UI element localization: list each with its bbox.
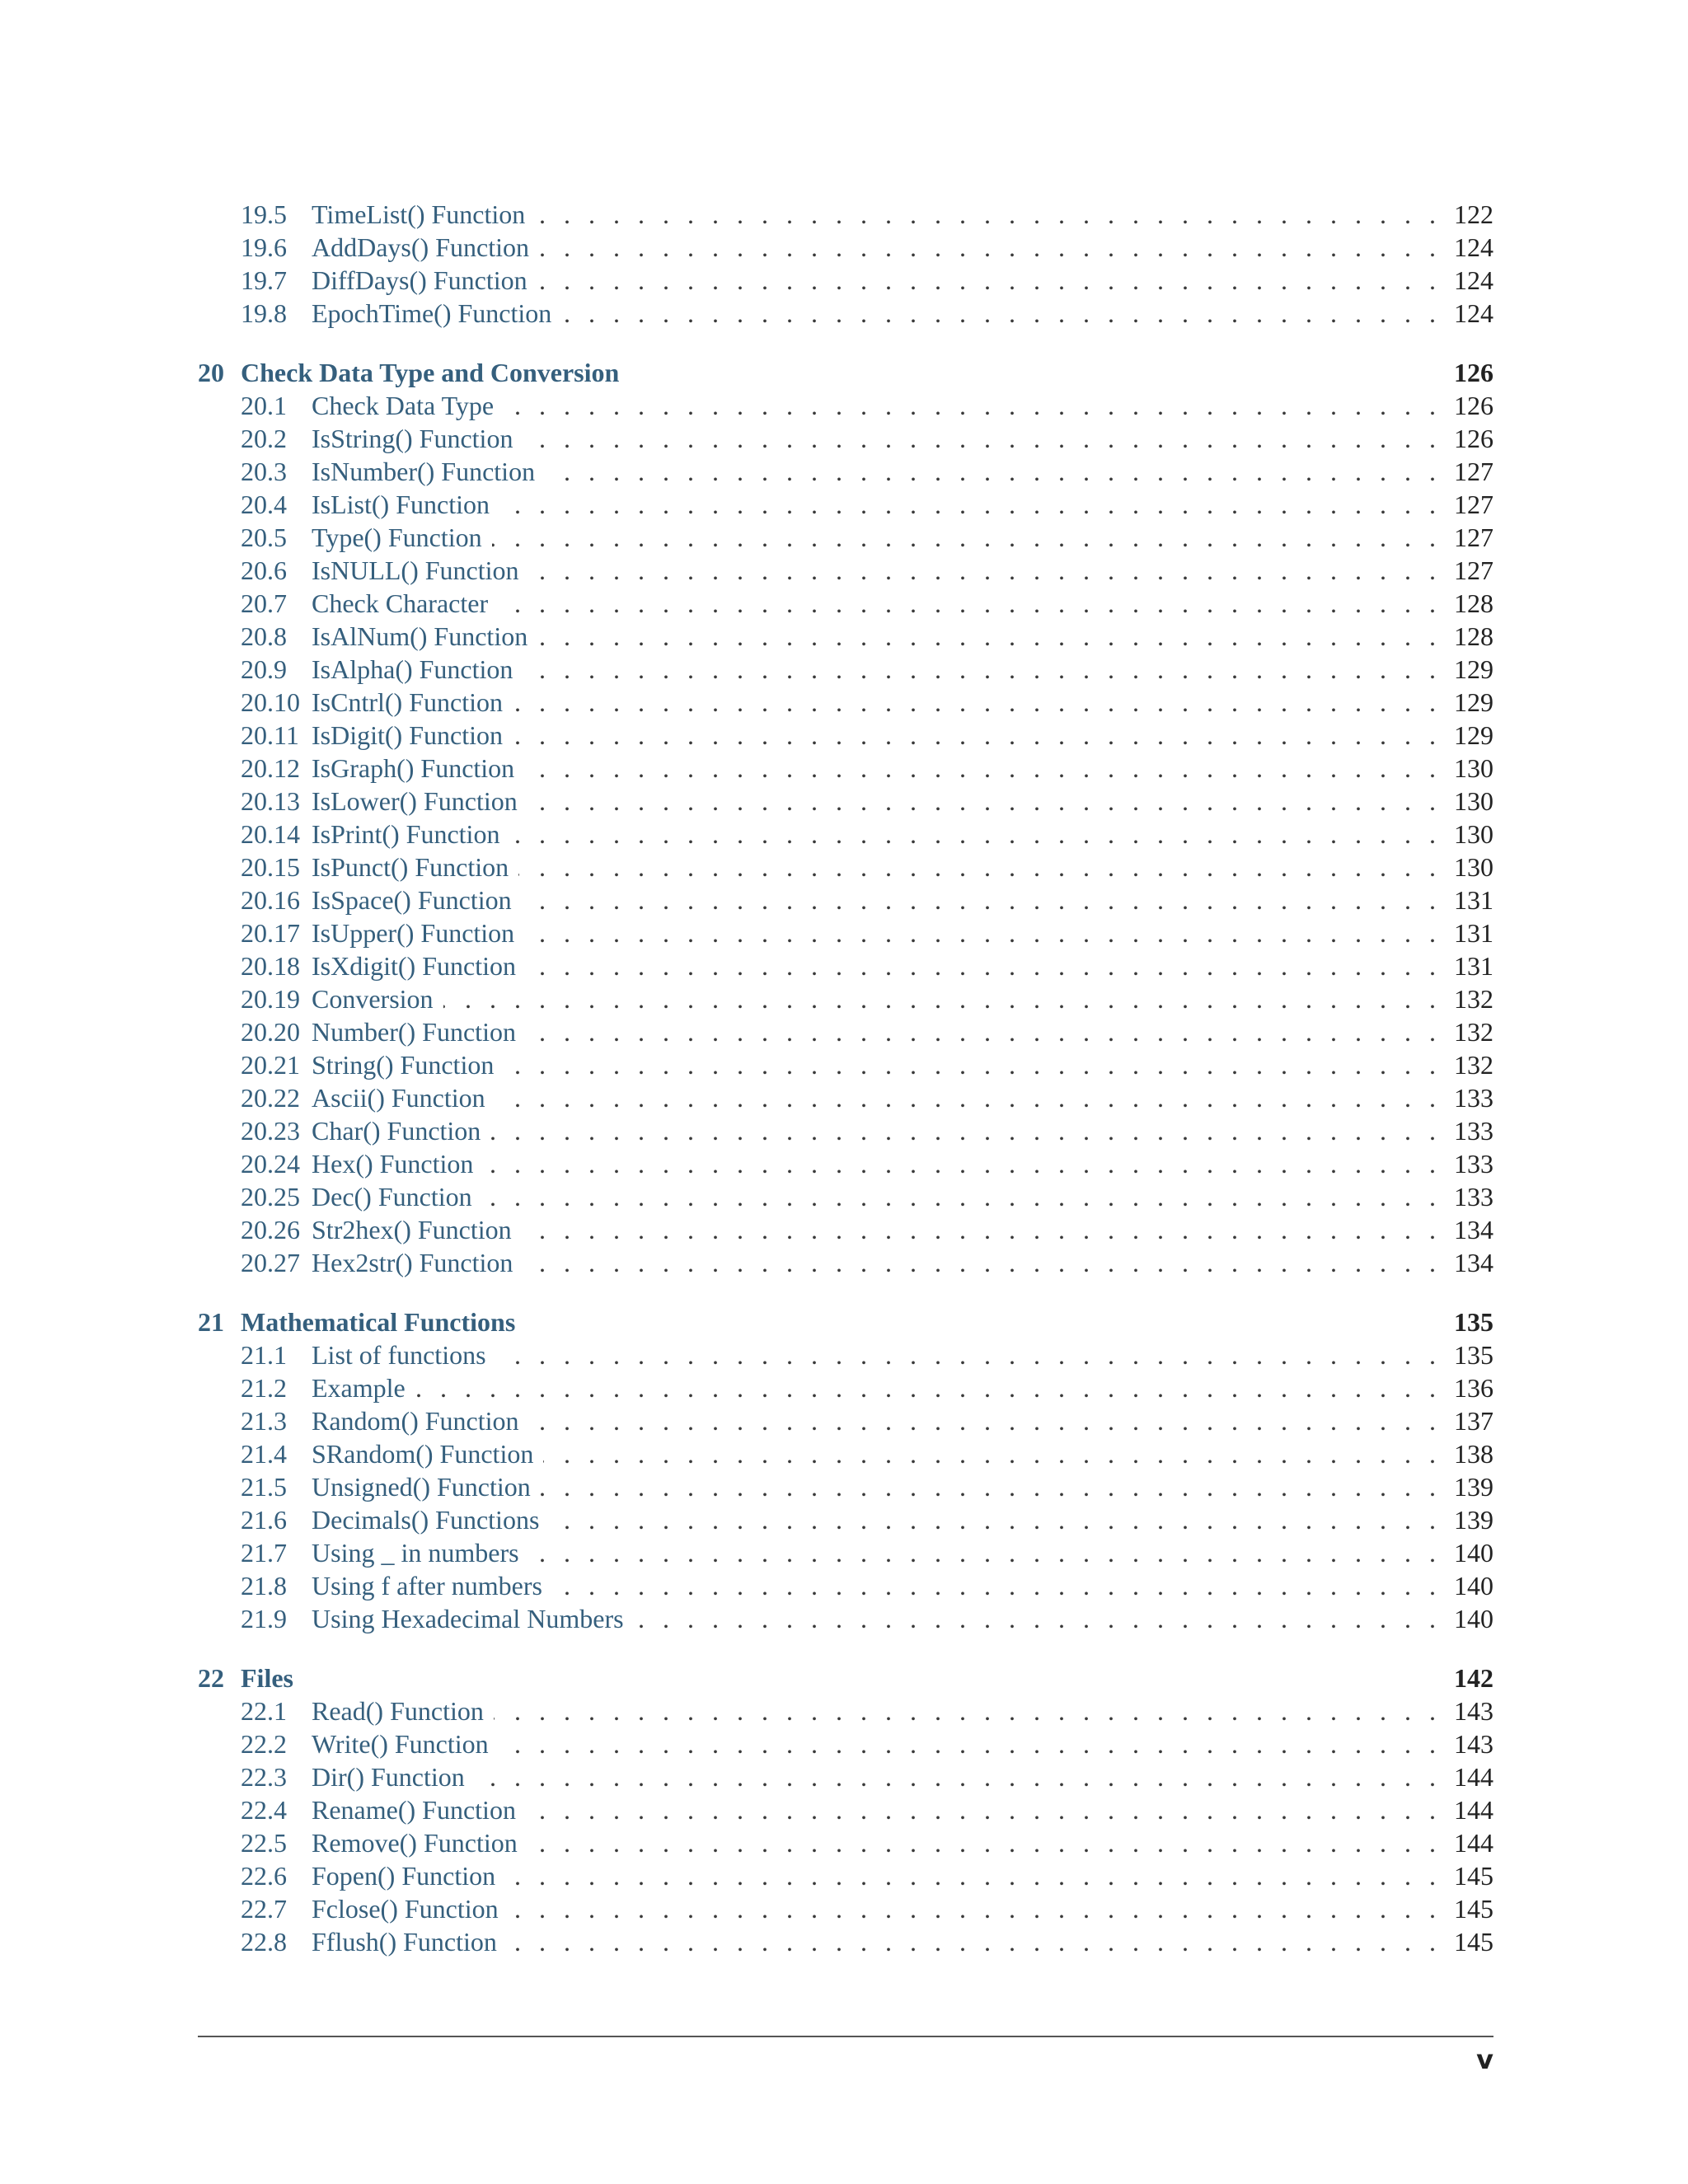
toc-number: 21.6: [241, 1503, 290, 1536]
toc-title[interactable]: Fflush() Function: [312, 1925, 507, 1958]
dot-leader: [305, 1760, 1436, 1793]
toc-page: 133: [1454, 1083, 1493, 1113]
toc-page: 140: [1454, 1604, 1493, 1633]
toc-number: 19.8: [241, 297, 290, 330]
toc-entry[interactable]: [198, 982, 1493, 1015]
toc-chapter[interactable]: [198, 356, 1493, 389]
toc-number: 20.10: [241, 686, 303, 719]
toc-number: 20.17: [241, 916, 303, 949]
toc-title[interactable]: List of functions: [312, 1338, 496, 1371]
toc-number: 20.14: [241, 818, 303, 851]
toc-title[interactable]: Dir() Function: [312, 1760, 475, 1793]
toc-page: 136: [1454, 1373, 1493, 1403]
toc-number: 22.1: [241, 1694, 290, 1727]
toc-entry[interactable]: [198, 719, 1493, 752]
toc-number: 19.6: [241, 231, 290, 264]
toc-title[interactable]: IsXdigit() Function: [312, 949, 526, 982]
toc-title[interactable]: IsString() Function: [312, 422, 523, 455]
toc-number: 20.1: [241, 389, 290, 422]
toc-entry[interactable]: [198, 1694, 1493, 1727]
toc-entry[interactable]: [198, 1371, 1493, 1404]
toc-title[interactable]: Decimals() Functions: [312, 1503, 549, 1536]
toc-title[interactable]: Rename() Function: [312, 1793, 526, 1826]
toc-page: 137: [1454, 1406, 1493, 1436]
toc-title[interactable]: IsNumber() Function: [312, 455, 545, 488]
toc-page: 127: [1454, 523, 1493, 552]
toc-number: 19.7: [241, 264, 290, 297]
toc-chapter[interactable]: [198, 1661, 1493, 1694]
page-number: v: [1476, 2044, 1493, 2075]
toc-number: 20.15: [241, 851, 303, 883]
toc-entry[interactable]: [198, 851, 1493, 883]
toc-entry[interactable]: [198, 198, 1493, 231]
toc-entry[interactable]: [198, 653, 1493, 686]
toc-entry[interactable]: [198, 488, 1493, 521]
toc-entry[interactable]: [198, 1338, 1493, 1371]
toc-page: 126: [1454, 358, 1493, 387]
toc-entry[interactable]: [198, 916, 1493, 949]
toc-page: 131: [1454, 918, 1493, 948]
toc-number: 21.3: [241, 1404, 290, 1437]
toc-title[interactable]: IsPunct() Function: [312, 851, 518, 883]
toc-number: 22.7: [241, 1892, 290, 1925]
toc-title[interactable]: IsGraph() Function: [312, 752, 524, 785]
toc-title[interactable]: TimeList() Function: [312, 198, 535, 231]
toc-page: 132: [1454, 1050, 1493, 1080]
toc-entry[interactable]: [198, 620, 1493, 653]
toc-page: 134: [1454, 1248, 1493, 1277]
toc-title[interactable]: AddDays() Function: [312, 231, 539, 264]
toc-title[interactable]: IsList() Function: [312, 488, 499, 521]
toc-entry[interactable]: [198, 1437, 1493, 1470]
toc-number: 20.5: [241, 521, 290, 554]
toc-number: 20.11: [241, 719, 302, 752]
toc-title[interactable]: IsAlpha() Function: [312, 653, 523, 686]
toc-entry[interactable]: [198, 231, 1493, 264]
toc-title[interactable]: DiffDays() Function: [312, 264, 537, 297]
toc-number: 20.18: [241, 949, 303, 982]
toc-title[interactable]: Check Character: [312, 587, 498, 620]
toc-entry[interactable]: [198, 818, 1493, 851]
toc-page: 139: [1454, 1472, 1493, 1502]
toc-number: 20.12: [241, 752, 303, 785]
toc-entry[interactable]: [198, 422, 1493, 455]
toc-number: 20.21: [241, 1048, 303, 1081]
toc-number: 20.2: [241, 422, 290, 455]
toc-page: 134: [1454, 1215, 1493, 1244]
toc-page: 145: [1454, 1927, 1493, 1957]
toc-title[interactable]: Str2hex() Function: [312, 1213, 522, 1246]
toc-title[interactable]: Check Data Type and Conversion: [241, 358, 620, 387]
toc-page: 132: [1454, 984, 1493, 1014]
toc-number: 20.9: [241, 653, 290, 686]
toc-entry[interactable]: [198, 1602, 1493, 1635]
toc-page: 128: [1454, 621, 1493, 651]
toc-entry[interactable]: [198, 1015, 1493, 1048]
toc-number: 22: [198, 1663, 224, 1693]
toc-page: 139: [1454, 1505, 1493, 1535]
toc-entry[interactable]: [198, 785, 1493, 818]
toc-page: 130: [1454, 786, 1493, 816]
toc-page: 144: [1454, 1795, 1493, 1825]
toc-page: 135: [1454, 1307, 1493, 1337]
toc-entry[interactable]: [198, 264, 1493, 297]
toc-number: 22.4: [241, 1793, 290, 1826]
toc-page: 142: [1454, 1663, 1493, 1693]
toc-title[interactable]: Hex() Function: [312, 1147, 483, 1180]
toc-entry[interactable]: [198, 1180, 1493, 1213]
toc-title[interactable]: IsPrint() Function: [312, 818, 509, 851]
footer-rule: [198, 2036, 1493, 2037]
toc-number: 21.7: [241, 1536, 290, 1569]
dot-leader: [305, 982, 1436, 1015]
toc-entry[interactable]: [198, 1081, 1493, 1114]
toc-entry[interactable]: [198, 1826, 1493, 1859]
toc-page: 144: [1454, 1762, 1493, 1792]
toc-page: 130: [1454, 819, 1493, 849]
toc-title[interactable]: Hex2str() Function: [312, 1246, 523, 1279]
toc-title[interactable]: IsAlNum() Function: [312, 620, 537, 653]
toc-page: 145: [1454, 1861, 1493, 1891]
toc-entry[interactable]: [198, 389, 1493, 422]
toc-number: 21.2: [241, 1371, 290, 1404]
toc-number: 22.2: [241, 1727, 290, 1760]
toc-number: 20.24: [241, 1147, 303, 1180]
toc-page: 131: [1454, 951, 1493, 981]
toc-page: 129: [1454, 687, 1493, 717]
toc-number: 20.20: [241, 1015, 303, 1048]
toc-page: 124: [1454, 232, 1493, 262]
toc-number: 21.9: [241, 1602, 290, 1635]
toc-page: 124: [1454, 298, 1493, 328]
toc-page: 143: [1454, 1696, 1493, 1726]
toc-title[interactable]: Char() Function: [312, 1114, 490, 1147]
toc-page: 133: [1454, 1182, 1493, 1212]
toc-page: 126: [1454, 424, 1493, 453]
toc-entry[interactable]: [198, 554, 1493, 587]
toc-number: 20.22: [241, 1081, 303, 1114]
toc-page: 130: [1454, 753, 1493, 783]
toc-page: 143: [1454, 1729, 1493, 1759]
toc-number: 20.4: [241, 488, 290, 521]
toc-entry[interactable]: [198, 1859, 1493, 1892]
toc-entry[interactable]: [198, 1246, 1493, 1279]
toc-entry[interactable]: [198, 1213, 1493, 1246]
toc-number: 22.3: [241, 1760, 290, 1793]
toc-title[interactable]: IsSpace() Function: [312, 883, 522, 916]
toc-title[interactable]: Remove() Function: [312, 1826, 528, 1859]
toc-title[interactable]: Number() Function: [312, 1015, 526, 1048]
toc-entry[interactable]: [198, 1404, 1493, 1437]
toc-entry[interactable]: [198, 521, 1493, 554]
toc-page: 145: [1454, 1894, 1493, 1924]
toc-entry[interactable]: [198, 1470, 1493, 1503]
toc-title[interactable]: Fopen() Function: [312, 1859, 505, 1892]
toc-page: 133: [1454, 1149, 1493, 1179]
toc-title[interactable]: Type() Function: [312, 521, 492, 554]
toc-number: 20.23: [241, 1114, 303, 1147]
toc-page: 131: [1454, 885, 1493, 915]
toc-entry[interactable]: [198, 686, 1493, 719]
toc-page: 126: [1454, 391, 1493, 420]
toc-entry[interactable]: [198, 1892, 1493, 1925]
toc-title[interactable]: Random() Function: [312, 1404, 529, 1437]
toc-number: 21.1: [241, 1338, 290, 1371]
toc-title[interactable]: Mathematical Functions: [241, 1307, 516, 1337]
toc-entry[interactable]: [198, 1569, 1493, 1602]
toc-title[interactable]: Example: [312, 1371, 415, 1404]
toc-entry[interactable]: [198, 1503, 1493, 1536]
dot-leader: [305, 1371, 1436, 1404]
toc-number: 21.8: [241, 1569, 290, 1602]
toc-title[interactable]: IsNULL() Function: [312, 554, 529, 587]
toc-title[interactable]: IsDigit() Function: [312, 719, 513, 752]
toc-entry[interactable]: [198, 883, 1493, 916]
toc-title[interactable]: SRandom() Function: [312, 1437, 543, 1470]
toc-number: 21: [198, 1307, 224, 1337]
toc-number: 22.8: [241, 1925, 290, 1958]
toc-number: 20.7: [241, 587, 290, 620]
toc-chapter[interactable]: [198, 1305, 1493, 1338]
toc-page: 127: [1454, 490, 1493, 519]
toc-number: 19.5: [241, 198, 290, 231]
toc-number: 20.19: [241, 982, 303, 1015]
toc-page: 133: [1454, 1116, 1493, 1146]
toc-title[interactable]: Check Data Type: [312, 389, 504, 422]
toc-title[interactable]: Conversion: [312, 982, 443, 1015]
toc-entry[interactable]: [198, 752, 1493, 785]
toc-number: 20.27: [241, 1246, 303, 1279]
toc-page: 138: [1454, 1439, 1493, 1469]
toc-page: 122: [1454, 199, 1493, 229]
toc-number: 21.4: [241, 1437, 290, 1470]
toc-title[interactable]: Fclose() Function: [312, 1892, 509, 1925]
toc-number: 20.3: [241, 455, 290, 488]
toc-entry[interactable]: [198, 297, 1493, 330]
toc-entry[interactable]: [198, 1727, 1493, 1760]
toc-number: 20.26: [241, 1213, 303, 1246]
toc-number: 20.25: [241, 1180, 303, 1213]
toc-title[interactable]: Read() Function: [312, 1694, 494, 1727]
toc-page: 130: [1454, 852, 1493, 882]
toc-entry[interactable]: [198, 1760, 1493, 1793]
toc-page: 128: [1454, 588, 1493, 618]
toc-number: 20.8: [241, 620, 290, 653]
toc-number: 20.13: [241, 785, 303, 818]
toc-entry[interactable]: [198, 949, 1493, 982]
toc-number: 20.16: [241, 883, 303, 916]
toc-title[interactable]: Using _ in numbers: [312, 1536, 529, 1569]
toc-number: 22.6: [241, 1859, 290, 1892]
toc-title[interactable]: String() Function: [312, 1048, 504, 1081]
toc-title[interactable]: IsLower() Function: [312, 785, 528, 818]
toc-page: 124: [1454, 265, 1493, 295]
toc-page: 127: [1454, 457, 1493, 486]
toc-number: 20.6: [241, 554, 290, 587]
toc-entry[interactable]: [198, 1536, 1493, 1569]
toc-number: 22.5: [241, 1826, 290, 1859]
toc-title[interactable]: IsUpper() Function: [312, 916, 524, 949]
toc-title[interactable]: IsCntrl() Function: [312, 686, 513, 719]
toc-title[interactable]: Using f after numbers: [312, 1569, 552, 1602]
toc-page: 127: [1454, 555, 1493, 585]
toc-title[interactable]: Dec() Function: [312, 1180, 482, 1213]
toc-number: 21.5: [241, 1470, 290, 1503]
toc-entry[interactable]: [198, 455, 1493, 488]
toc-page: 140: [1454, 1538, 1493, 1568]
toc-entry[interactable]: [198, 1114, 1493, 1147]
toc-page: 129: [1454, 720, 1493, 750]
toc-page: 132: [1454, 1017, 1493, 1047]
toc-number: 20: [198, 358, 224, 387]
toc-entry[interactable]: [198, 1048, 1493, 1081]
toc-entry[interactable]: [198, 1147, 1493, 1180]
table-of-contents: [198, 198, 1493, 1958]
toc-title[interactable]: EpochTime() Function: [312, 297, 561, 330]
toc-title[interactable]: Ascii() Function: [312, 1081, 495, 1114]
toc-page: 129: [1454, 654, 1493, 684]
toc-page: 140: [1454, 1571, 1493, 1601]
toc-entry[interactable]: [198, 1793, 1493, 1826]
toc-title[interactable]: Using Hexadecimal Numbers: [312, 1602, 634, 1635]
toc-page: 135: [1454, 1340, 1493, 1370]
toc-title[interactable]: Write() Function: [312, 1727, 499, 1760]
toc-title[interactable]: Unsigned() Function: [312, 1470, 541, 1503]
toc-title[interactable]: Files: [241, 1663, 293, 1693]
toc-entry[interactable]: [198, 587, 1493, 620]
toc-page: 144: [1454, 1828, 1493, 1858]
toc-entry[interactable]: [198, 1925, 1493, 1958]
